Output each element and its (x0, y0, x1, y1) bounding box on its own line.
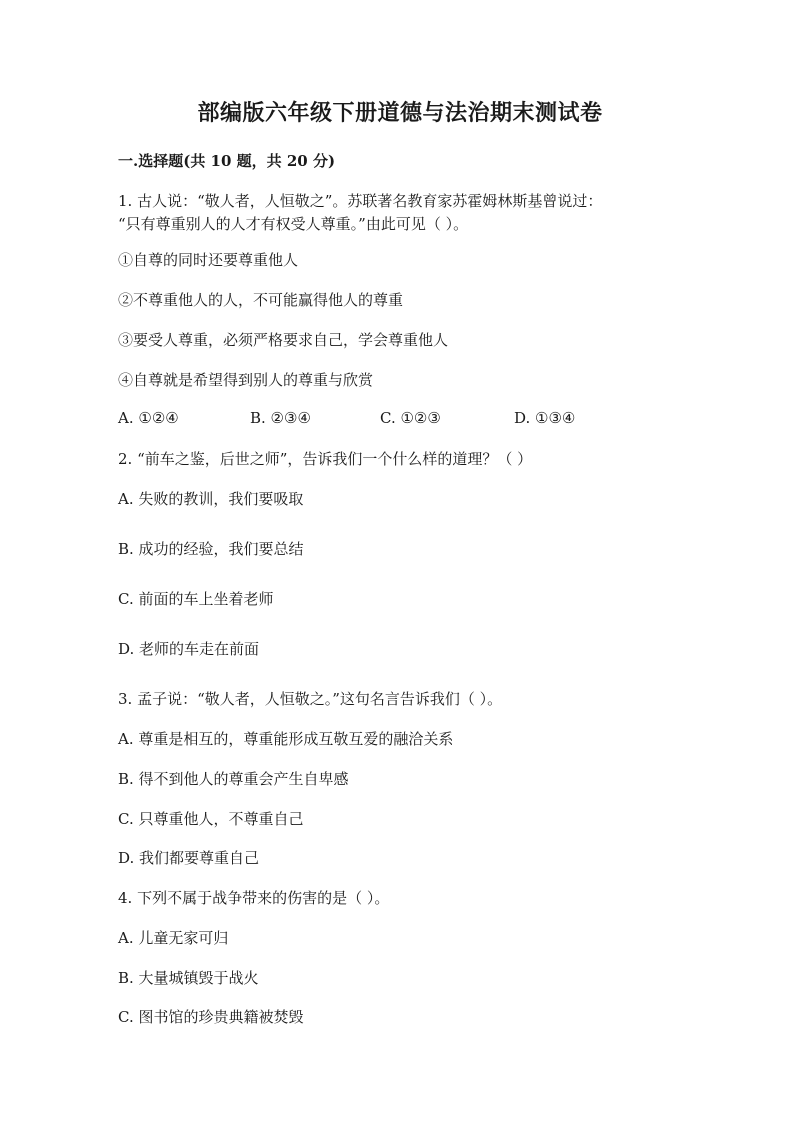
question-2-option-d[interactable]: D. 老师的车走在前面 (118, 640, 260, 658)
question-1-option-b[interactable]: B. ②③④ (250, 409, 311, 427)
question-4-option-b[interactable]: B. 大量城镇毁于战火 (118, 969, 259, 987)
question-4-stem: 4. 下列不属于战争带来的伤害的是（ ）。 (118, 889, 390, 907)
question-2-option-b[interactable]: B. 成功的经验，我们要总结 (118, 540, 304, 558)
question-2-stem: 2. “前车之鉴，后世之师”，告诉我们一个什么样的道理？（ ） (118, 450, 533, 468)
question-4-option-c[interactable]: C. 图书馆的珍贵典籍被焚毁 (118, 1008, 304, 1026)
question-3-option-a[interactable]: A. 尊重是相互的，尊重能形成互敬互爱的融洽关系 (118, 730, 454, 748)
question-2-option-a[interactable]: A. 失败的教训，我们要吸取 (118, 490, 304, 508)
question-1-statement-1: ①自尊的同时还要尊重他人 (118, 251, 299, 269)
question-3-option-b[interactable]: B. 得不到他人的尊重会产生自卑感 (118, 770, 349, 788)
question-4-option-a[interactable]: A. 儿童无家可归 (118, 929, 229, 947)
question-2-option-c[interactable]: C. 前面的车上坐着老师 (118, 590, 274, 608)
question-3-option-c[interactable]: C. 只尊重他人，不尊重自己 (118, 810, 304, 828)
question-3-stem: 3. 孟子说：“敬人者，人恒敬之。”这句名言告诉我们（ ）。 (118, 690, 503, 708)
question-1-option-c[interactable]: C. ①②③ (380, 409, 441, 427)
question-1-statement-3: ③要受人尊重，必须严格要求自己，学会尊重他人 (118, 331, 449, 349)
question-1-option-a[interactable]: A. ①②④ (118, 409, 179, 427)
page-title: 部编版六年级下册道德与法治期末测试卷 (197, 100, 603, 126)
question-3-option-d[interactable]: D. 我们都要尊重自己 (118, 849, 260, 867)
question-1-statement-2: ②不尊重他人的人，不可能赢得他人的尊重 (118, 291, 404, 309)
section-heading: 一.选择题(共 10 题，共 20 分) (118, 152, 336, 170)
question-1-stem-line-1: 1. 古人说：“敬人者，人恒敬之”。苏联著名教育家苏霍姆林斯基曾说过： (118, 192, 603, 210)
question-1-option-d[interactable]: D. ①③④ (514, 409, 576, 427)
question-1-statement-4: ④自尊就是希望得到别人的尊重与欣赏 (118, 371, 374, 389)
question-1-stem-line-2: “只有尊重别人的人才有权受人尊重。”由此可见（ ）。 (118, 215, 469, 233)
